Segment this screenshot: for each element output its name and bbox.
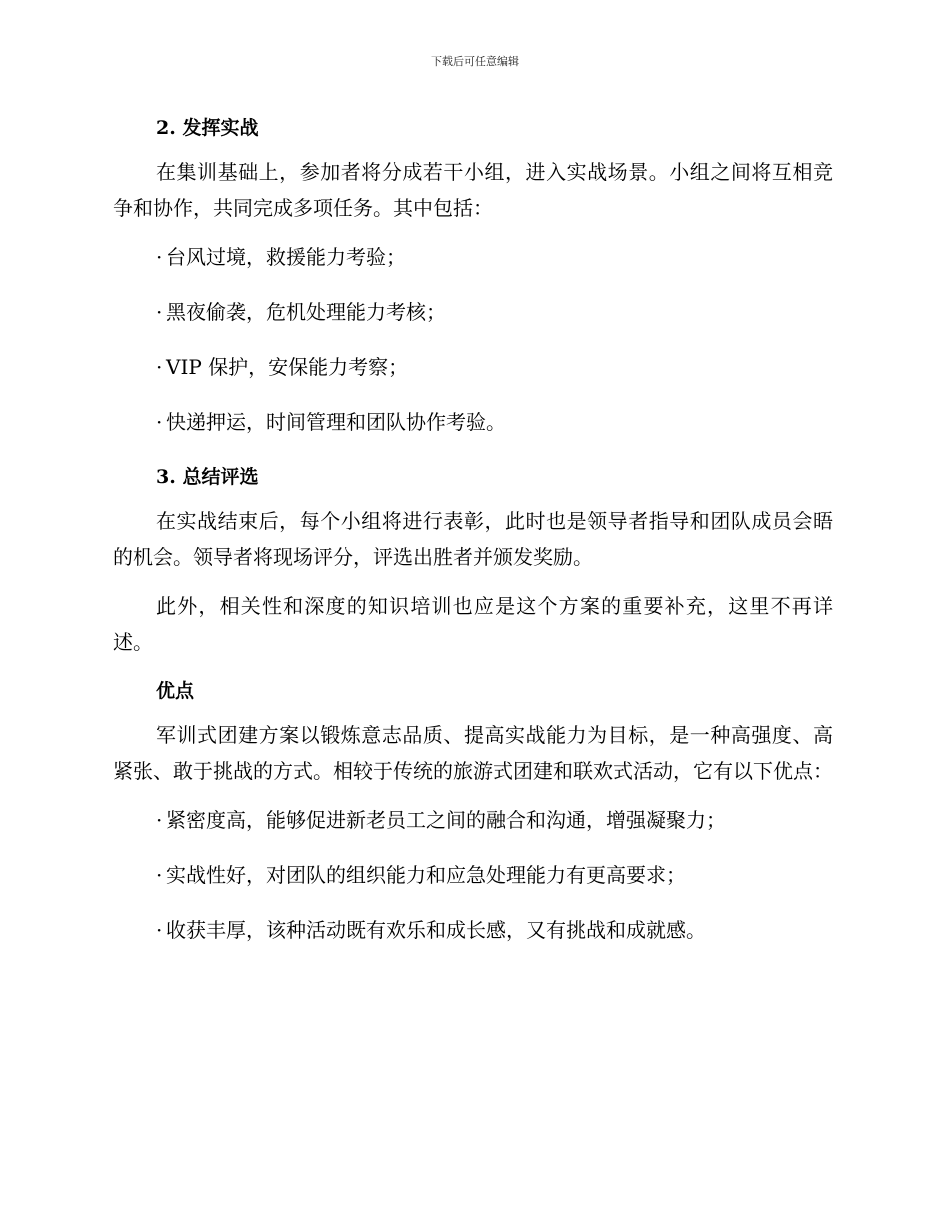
document-body <box>113 110 833 967</box>
list-item-text: 黑夜偷袭，危机处理能力考核； <box>166 300 446 324</box>
advantages-intro-paragraph: 军训式团建方案以锻炼意志品质、提高实战能力为目标，是一种高强度、高紧张、敢于挑战的方式。相较于传统的旅游式团建和联欢式活动，它有以下优点： <box>113 723 833 783</box>
bullet-dot: · <box>156 918 163 942</box>
bullet-dot: · <box>156 355 163 379</box>
section-heading-practice: 2. 发挥实战 <box>156 117 259 139</box>
bullet-dot: · <box>156 245 163 269</box>
supplement-paragraph: 此外，相关性和深度的知识培训也应是这个方案的重要补充，这里不再详述。 <box>113 594 833 654</box>
bullet-dot: · <box>156 410 163 434</box>
advantage-list-item <box>113 857 833 893</box>
list-item-text: 收获丰厚，该种活动既有欢乐和成长感，又有挑战和成就感。 <box>166 918 706 942</box>
practice-list-item <box>113 294 833 330</box>
advantage-list-item <box>113 802 833 838</box>
bullet-dot: · <box>156 863 163 887</box>
bullet-dot: · <box>156 808 163 832</box>
practice-list-item <box>113 404 833 440</box>
bullet-dot: · <box>156 300 163 324</box>
summary-paragraph: 在实战结束后，每个小组将进行表彰，此时也是领导者指导和团队成员会晤的机会。领导者将现场评分，评选出胜者并颁发奖励。 <box>113 509 833 569</box>
page-header: 下载后可任意编辑 <box>431 55 519 68</box>
list-item-text: 实战性好，对团队的组织能力和应急处理能力有更高要求； <box>166 863 686 887</box>
list-item-text: VIP 保护，安保能力考察； <box>166 355 409 379</box>
practice-intro-paragraph: 在集训基础上，参加者将分成若干小组，进入实战场景。小组之间将互相竞争和协作，共同完成多项任务。其中包括： <box>113 160 833 220</box>
advantage-list-item <box>113 912 833 948</box>
list-item-text: 台风过境，救援能力考验； <box>166 245 406 269</box>
practice-list-item <box>113 349 833 385</box>
section-heading-advantages: 优点 <box>156 680 195 702</box>
list-item-text: 紧密度高，能够促进新老员工之间的融合和沟通，增强凝聚力； <box>166 808 726 832</box>
section-heading-summary: 3. 总结评选 <box>156 466 259 488</box>
list-item-text: 快递押运，时间管理和团队协作考验。 <box>166 410 506 434</box>
practice-list-item <box>113 239 833 275</box>
